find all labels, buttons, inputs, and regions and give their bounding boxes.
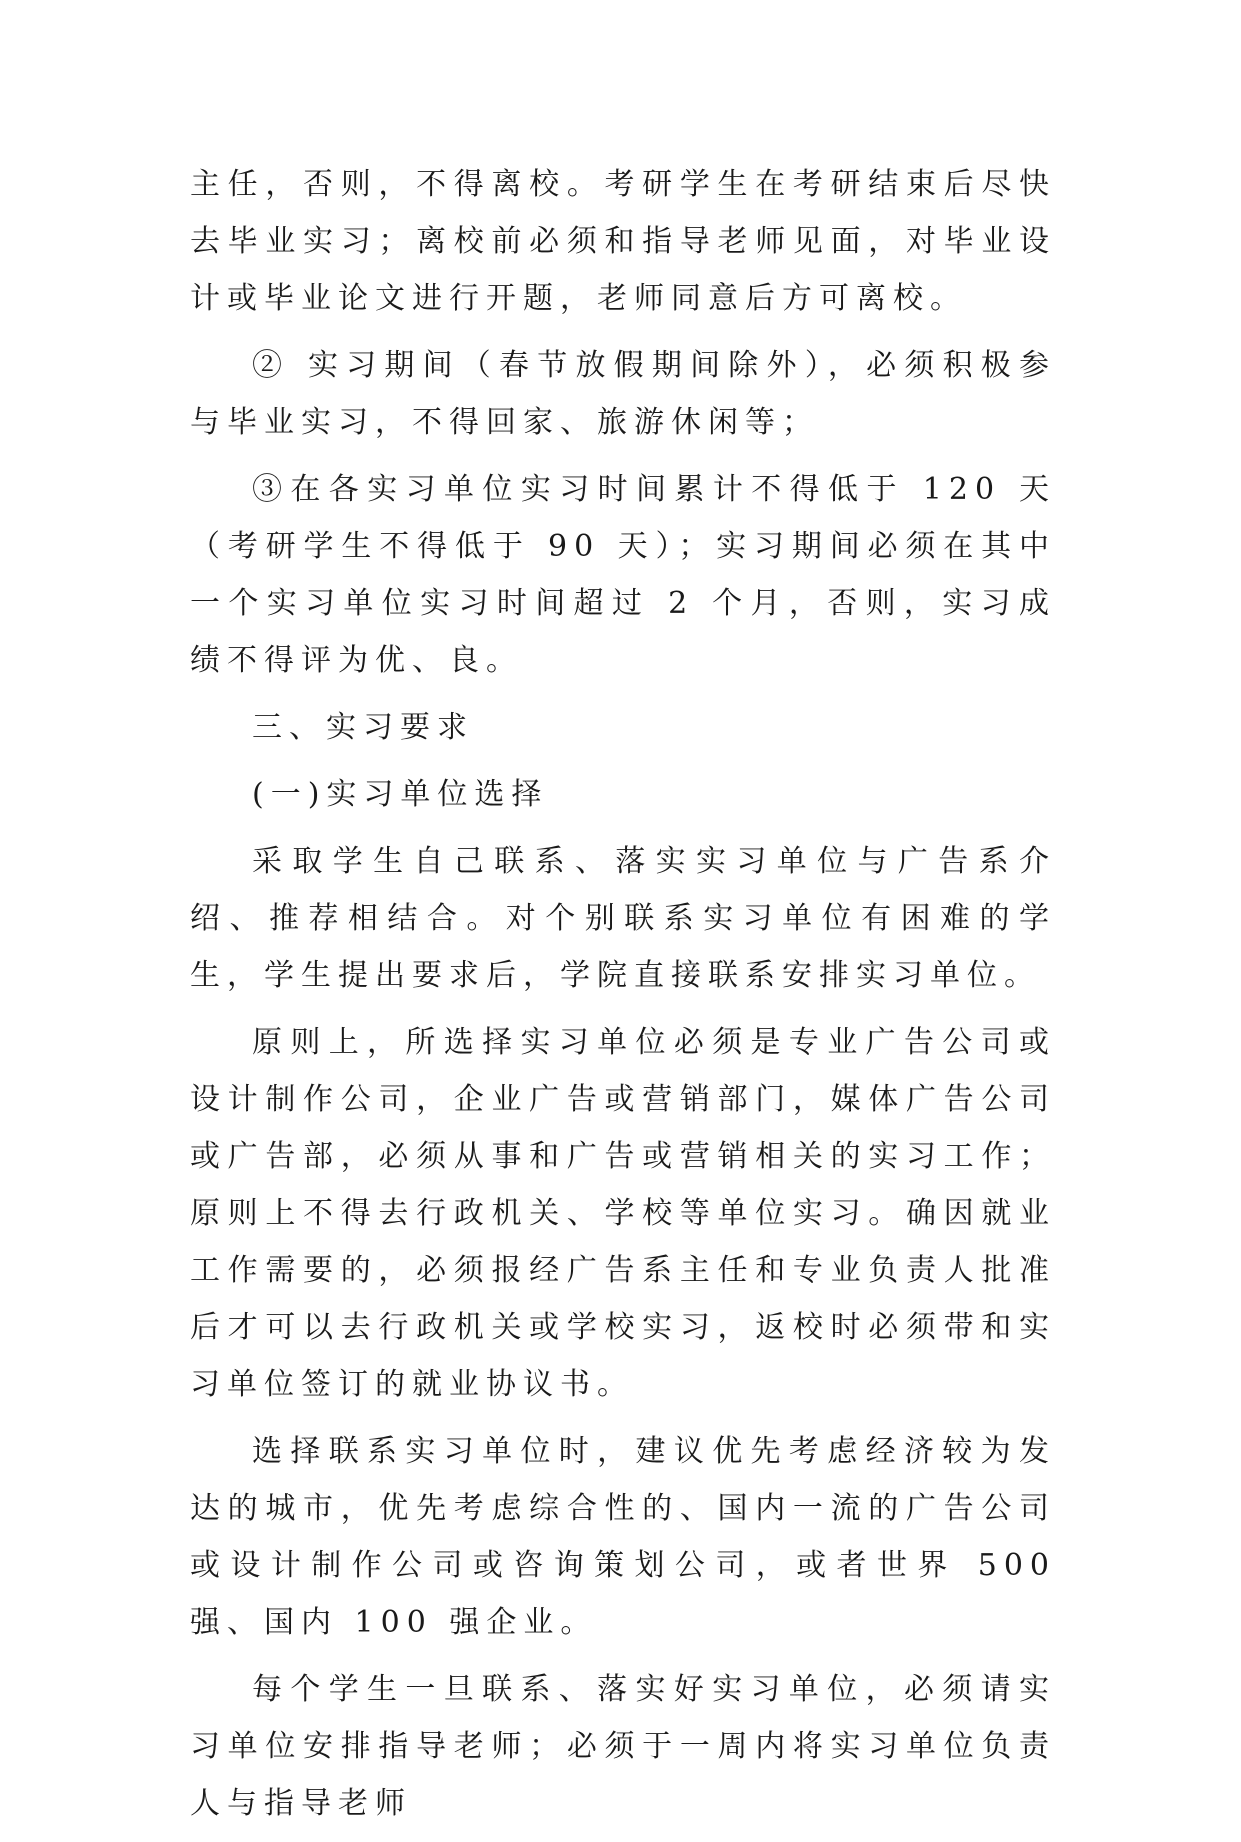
paragraph-selection-principle: 原则上，所选择实习单位必须是专业广告公司或设计制作公司，企业广告或营销部门，媒体广告公司或广告部，必须从事和广告或营销相关的实习工作；原则上不得去行政机关、学校等单位实习。确因就业工作需要的，必须报经广告系主任和专业负责人批准后才可以去行政机关或学校实习，返校时必须带和实习单位签订的就业协议书。 [190,1025,1056,1402]
section-heading: 三、实习要求 [252,710,474,745]
paragraph-item-2: ② 实习期间（春节放假期间除外），必须积极参与毕业实习，不得回家、旅游休闲等； [190,348,1056,440]
paragraph-selection-method: 采取学生自己联系、落实实习单位与广告系介绍、推荐相结合。对个别联系实习单位有困难的学生，学生提出要求后，学院直接联系安排实习单位。 [190,844,1056,993]
paragraph-selection-advice: 选择联系实习单位时，建议优先考虑经济较为发达的城市，优先考虑综合性的、国内一流的广告公司或设计制作公司或咨询策划公司，或者世界 500 强、国内 100 强企业。 [190,1434,1056,1640]
document-body [190,156,1056,1842]
paragraph-item-3: ③在各实习单位实习时间累计不得低于 120 天（考研学生不得低于 90 天）；实习期间必须在其中一个实习单位实习时间超过 2 个月，否则，实习成绩不得评为优、良。 [190,472,1056,678]
paragraph-supervisor: 每个学生一旦联系、落实好实习单位，必须请实习单位安排指导老师；必须于一周内将实习单位负责人与指导老师 [190,1672,1056,1821]
paragraph-continuation: 主任，否则，不得离校。考研学生在考研结束后尽快去毕业实习；离校前必须和指导老师见面，对毕业设计或毕业论文进行开题，老师同意后方可离校。 [190,167,1056,316]
subsection-heading: (一)实习单位选择 [252,777,549,812]
